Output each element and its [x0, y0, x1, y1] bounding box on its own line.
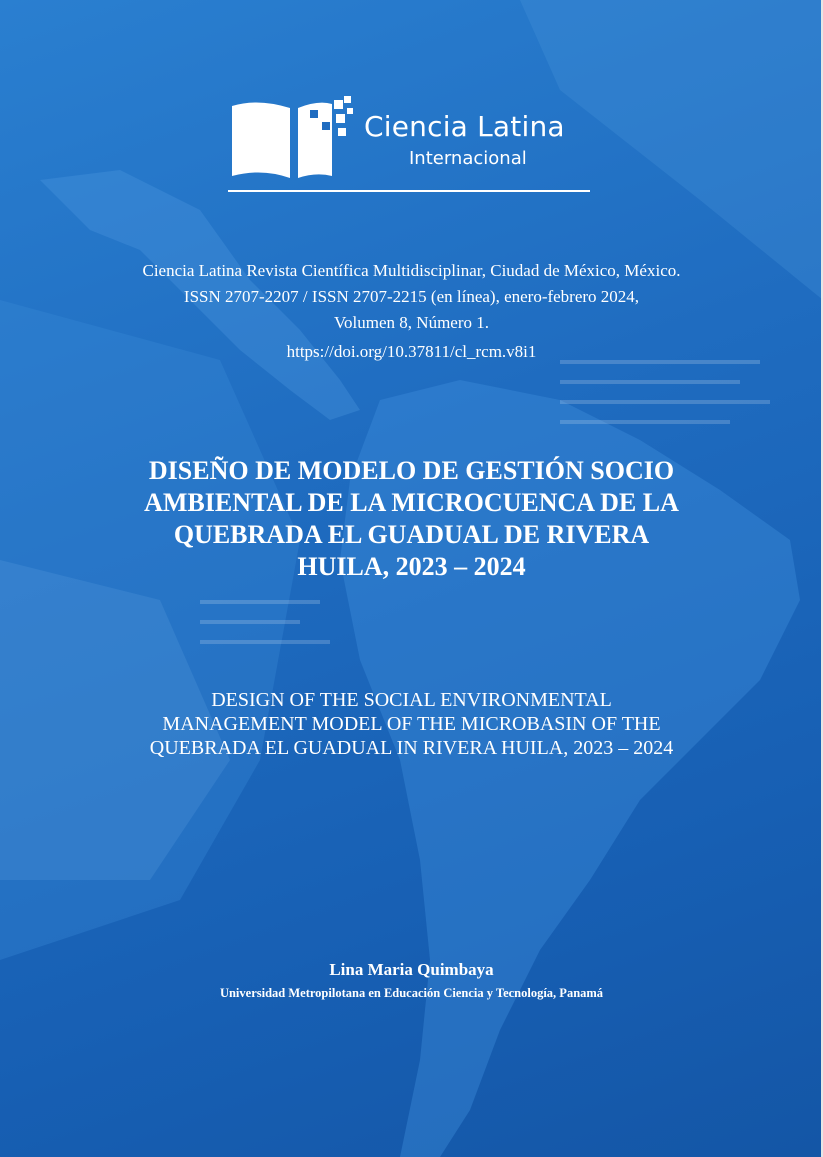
open-book-icon — [228, 96, 358, 184]
journal-info-line: ISSN 2707-2207 / ISSN 2707-2215 (en línea), enero-febrero 2024, — [183, 287, 640, 306]
title-line: QUEBRADA EL GUADUAL DE RIVERA — [173, 520, 650, 549]
journal-info-line: Volumen 8, Número 1. — [333, 313, 490, 332]
title-line: DISEÑO DE MODELO DE GESTIÓN SOCIO — [148, 456, 675, 485]
title-line: AMBIENTAL DE LA MICROCUENCA DE LA — [144, 488, 679, 517]
title-spanish — [60, 455, 763, 583]
title-line: HUILA, 2023 – 2024 — [297, 552, 526, 581]
title-line: MANAGEMENT MODEL OF THE MICROBASIN OF THE — [162, 713, 661, 735]
title-english — [60, 688, 763, 760]
journal-info — [60, 258, 763, 336]
author-name: Lina Maria Quimbaya — [329, 960, 494, 979]
journal-logo — [228, 96, 598, 196]
title-line: DESIGN OF THE SOCIAL ENVIRONMENTAL — [211, 689, 612, 711]
brand-name: Ciencia Latina — [364, 110, 565, 143]
doi-link[interactable]: https://doi.org/10.37811/cl_rcm.v8i1 — [286, 342, 537, 361]
author-affiliation: Universidad Metropilotana en Educación Ciencia y Tecnología, Panamá — [219, 986, 604, 1000]
journal-info-line: Ciencia Latina Revista Científica Multidisciplinar, Ciudad de México, México. — [142, 261, 681, 280]
brand-subtitle: Internacional — [409, 148, 527, 169]
title-line: QUEBRADA EL GUADUAL IN RIVERA HUILA, 2023 – 2024 — [149, 737, 674, 759]
logo-divider — [228, 190, 590, 192]
